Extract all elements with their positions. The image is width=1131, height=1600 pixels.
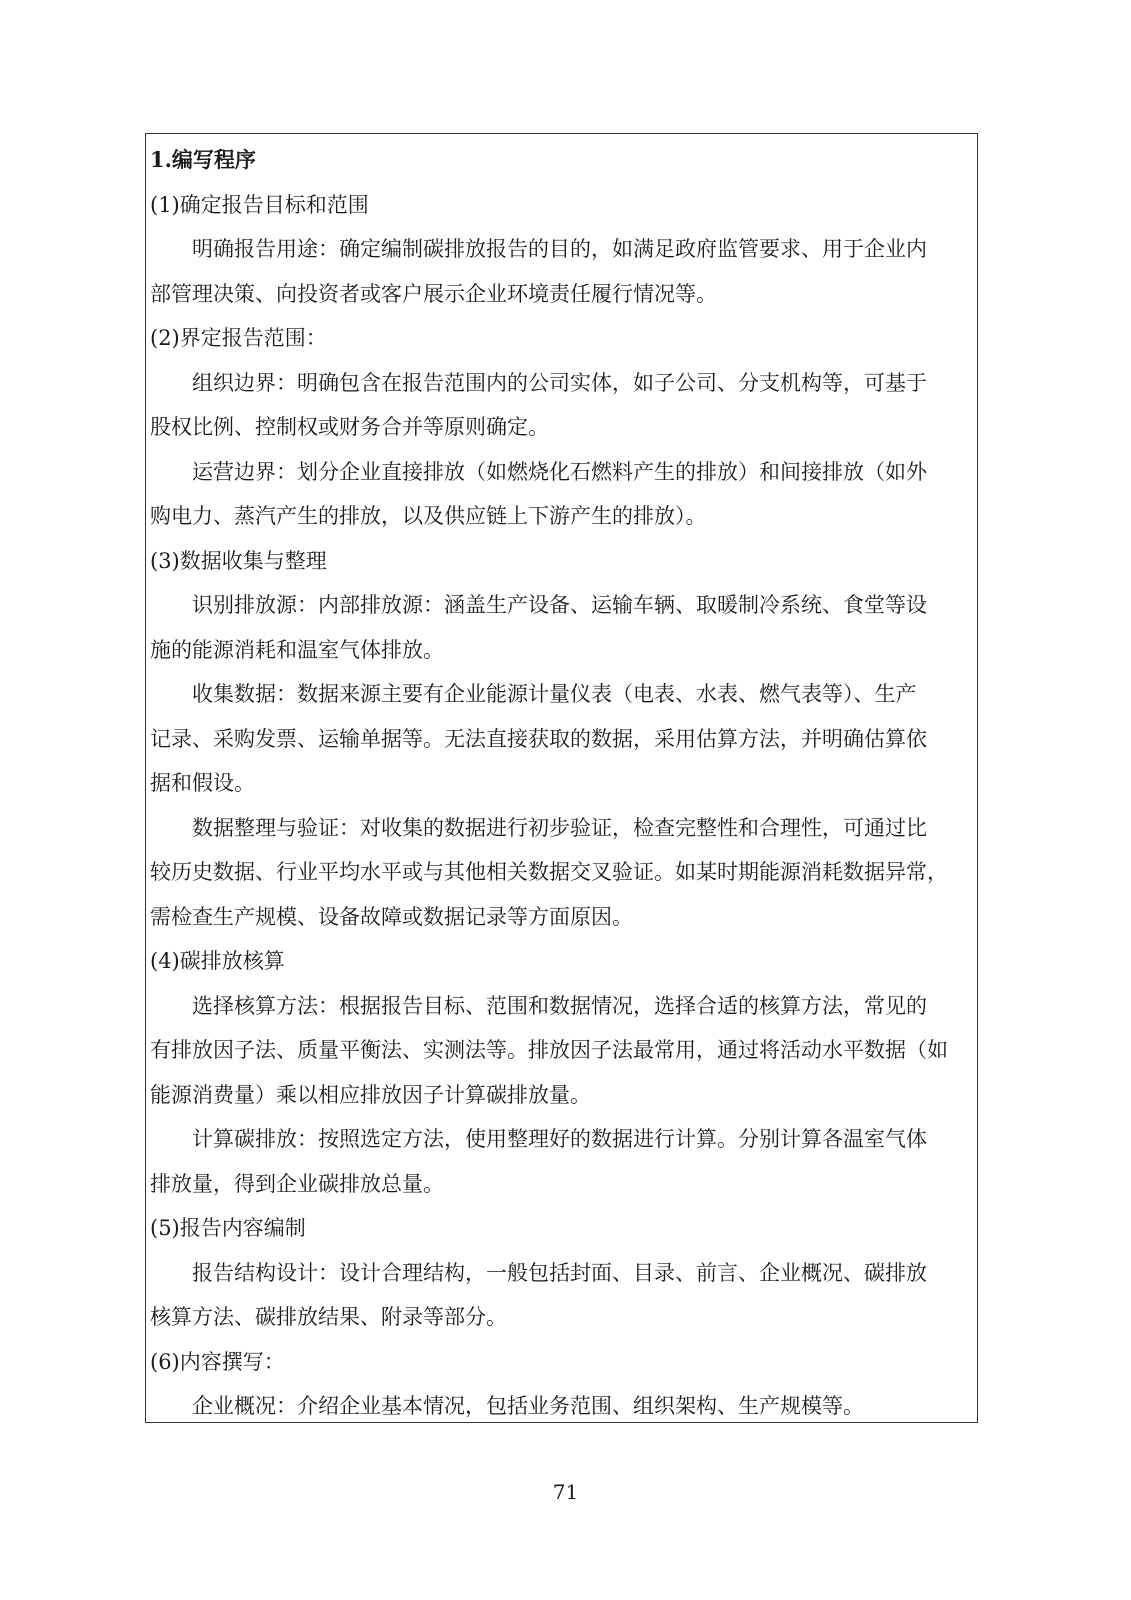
line-text: (5)报告内容编制 (150, 1216, 306, 1240)
line-text: 有排放因子法、质量平衡法、实测法等。排放因子法最常用，通过将活动水平数据（如 (150, 1038, 948, 1062)
line-text: 股权比例、控制权或财务合并等原则确定。 (150, 415, 549, 439)
text-line (150, 806, 973, 851)
line-text: 据和假设。 (150, 771, 255, 795)
text-line (150, 494, 973, 539)
line-text: 数据整理与验证：对收集的数据进行初步验证，检查完整性和合理性，可通过比 (192, 815, 927, 840)
line-text: 识别排放源：内部排放源：涵盖生产设备、运输车辆、取暖制冷系统、食堂等设 (192, 593, 927, 617)
text-line (150, 583, 973, 628)
line-text: 运营边界：划分企业直接排放（如燃烧化石燃料产生的排放）和间接排放（如外 (192, 459, 927, 484)
line-text: 记录、采购发票、运输单据等。无法直接获取的数据，采用估算方法，并明确估算依 (150, 726, 927, 751)
text-line (150, 895, 973, 940)
text-line (150, 1384, 973, 1423)
text-line (150, 1206, 973, 1251)
line-text: 企业概况：介绍企业基本情况，包括业务范围、组织架构、生产规模等。 (192, 1394, 864, 1418)
text-line (150, 316, 973, 361)
line-text: (2)界定报告范围： (150, 326, 327, 350)
text-line (150, 717, 973, 762)
text-line (150, 1295, 973, 1340)
line-text: 施的能源消耗和温室气体排放。 (150, 637, 444, 662)
line-text: 排放量，得到企业碳排放总量。 (150, 1171, 444, 1196)
line-text: 需检查生产规模、设备故障或数据记录等方面原因。 (150, 904, 633, 929)
text-line (150, 183, 973, 228)
line-text: 较历史数据、行业平均水平或与其他相关数据交叉验证。如某时期能源消耗数据异常， (150, 860, 948, 884)
line-text: 收集数据：数据来源主要有企业能源计量仪表（电表、水表、燃气表等）、生产 (192, 682, 917, 706)
text-line (150, 672, 973, 717)
text-line (150, 761, 973, 806)
text-line (150, 1073, 973, 1118)
text-line (150, 939, 973, 984)
text-line (150, 405, 973, 450)
text-line (150, 227, 973, 272)
text-line (150, 361, 973, 406)
line-text: 组织边界：明确包含在报告范围内的公司实体，如子公司、分支机构等，可基于 (192, 370, 927, 395)
text-line (150, 539, 973, 584)
line-text: 1.编写程序 (150, 147, 256, 172)
line-text: 能源消费量）乘以相应排放因子计算碳排放量。 (150, 1082, 591, 1107)
section-title (150, 138, 973, 183)
text-line (150, 272, 973, 317)
page-number: 71 (552, 1480, 579, 1504)
line-text: 部管理决策、向投资者或客户展示企业环境责任履行情况等。 (150, 281, 717, 306)
text-line (150, 984, 973, 1029)
text-line (150, 850, 973, 895)
text-line (150, 450, 973, 495)
text-line (150, 628, 973, 673)
line-text: 核算方法、碳排放结果、附录等部分。 (150, 1305, 507, 1329)
text-line (150, 1340, 973, 1385)
line-text: 选择核算方法：根据报告目标、范围和数据情况，选择合适的核算方法，常见的 (192, 993, 927, 1018)
text-body (150, 138, 973, 1423)
line-text: 计算碳排放：按照选定方法，使用整理好的数据进行计算。分别计算各温室气体 (192, 1127, 927, 1151)
text-line (150, 1028, 973, 1073)
text-line (150, 1117, 973, 1162)
text-line (150, 1162, 973, 1207)
line-text: (6)内容撰写： (150, 1349, 285, 1374)
text-line (150, 1251, 973, 1296)
line-text: 报告结构设计：设计合理结构，一般包括封面、目录、前言、企业概况、碳排放 (192, 1260, 927, 1285)
line-text: (4)碳排放核算 (150, 949, 285, 973)
line-text: (3)数据收集与整理 (150, 548, 327, 573)
line-text: 购电力、蒸汽产生的排放，以及供应链上下游产生的排放）。 (150, 504, 707, 528)
content-box (145, 133, 978, 1423)
line-text: 明确报告用途：确定编制碳排放报告的目的，如满足政府监管要求、用于企业内 (192, 237, 927, 261)
line-text: (1)确定报告目标和范围 (150, 192, 369, 217)
